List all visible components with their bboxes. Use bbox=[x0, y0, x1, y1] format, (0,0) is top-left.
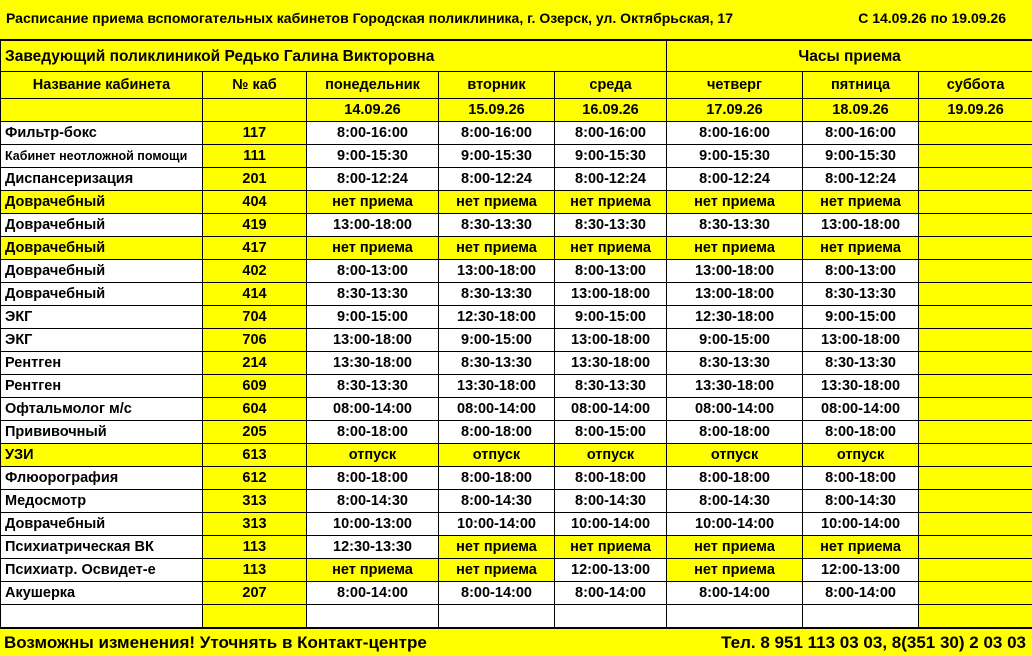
hours-cell: 12:30-18:00 bbox=[439, 306, 555, 329]
hours-cell: 8:30-13:30 bbox=[555, 214, 667, 237]
room-number: 613 bbox=[203, 444, 307, 467]
hours-cell bbox=[919, 191, 1032, 214]
hours-cell: отпуск bbox=[439, 444, 555, 467]
hours-cell: 8:30-13:30 bbox=[307, 375, 439, 398]
hours-cell: 8:00-18:00 bbox=[803, 421, 919, 444]
room-number: 117 bbox=[203, 122, 307, 145]
hours-cell bbox=[919, 145, 1032, 168]
table-row bbox=[1, 122, 1032, 145]
hours-cell: 10:00-14:00 bbox=[667, 513, 803, 536]
hours-cell: нет приема bbox=[803, 536, 919, 559]
hours-cell: 08:00-14:00 bbox=[439, 398, 555, 421]
contact-phones: Тел. 8 951 113 03 03, 8(351 30) 2 03 03 bbox=[721, 633, 1026, 652]
hours-cell bbox=[919, 490, 1032, 513]
hours-cell: 8:30-13:30 bbox=[439, 283, 555, 306]
hours-cell: 8:00-14:30 bbox=[555, 490, 667, 513]
hours-cell bbox=[919, 513, 1032, 536]
hours-cell: 8:00-14:00 bbox=[439, 582, 555, 605]
hours-cell: 8:00-14:30 bbox=[307, 490, 439, 513]
col-date: 14.09.26 bbox=[307, 99, 439, 122]
room-number: 113 bbox=[203, 536, 307, 559]
hours-cell: нет приема bbox=[555, 237, 667, 260]
cabinet-name: Диспансеризация bbox=[1, 168, 203, 191]
hours-cell: 13:00-18:00 bbox=[555, 283, 667, 306]
hours-cell: 8:00-15:00 bbox=[555, 421, 667, 444]
hours-cell: 13:30-18:00 bbox=[307, 352, 439, 375]
table-row bbox=[1, 467, 1032, 490]
blank-cell bbox=[307, 605, 439, 628]
hours-cell: 9:00-15:30 bbox=[667, 145, 803, 168]
hours-cell bbox=[919, 260, 1032, 283]
room-number: 419 bbox=[203, 214, 307, 237]
table-row bbox=[1, 582, 1032, 605]
hours-cell: нет приема bbox=[803, 191, 919, 214]
hours-cell: 8:30-13:30 bbox=[439, 214, 555, 237]
blank-cell bbox=[555, 605, 667, 628]
hours-cell bbox=[919, 559, 1032, 582]
hours-cell: 8:00-13:00 bbox=[555, 260, 667, 283]
hours-cell: нет приема bbox=[307, 237, 439, 260]
hours-cell: 8:00-12:24 bbox=[803, 168, 919, 191]
hours-cell: 8:00-18:00 bbox=[667, 467, 803, 490]
cabinet-name: Доврачебный bbox=[1, 513, 203, 536]
hours-cell: 10:00-14:00 bbox=[439, 513, 555, 536]
hours-cell: отпуск bbox=[555, 444, 667, 467]
hours-cell: нет приема bbox=[439, 536, 555, 559]
room-number: 205 bbox=[203, 421, 307, 444]
hours-cell: отпуск bbox=[803, 444, 919, 467]
hours-cell: 8:00-14:00 bbox=[803, 582, 919, 605]
schedule-table bbox=[0, 40, 1032, 628]
cabinet-name: УЗИ bbox=[1, 444, 203, 467]
room-number: 612 bbox=[203, 467, 307, 490]
cabinet-name: ЭКГ bbox=[1, 329, 203, 352]
room-number: 201 bbox=[203, 168, 307, 191]
hours-cell bbox=[919, 582, 1032, 605]
hours-cell: нет приема bbox=[803, 237, 919, 260]
changes-notice: Возможны изменения! Уточнять в Контакт-центре bbox=[4, 633, 427, 652]
hours-cell bbox=[919, 329, 1032, 352]
hours-cell: 10:00-14:00 bbox=[803, 513, 919, 536]
blank-cell bbox=[919, 605, 1032, 628]
hours-cell: нет приема bbox=[555, 536, 667, 559]
table-row bbox=[1, 536, 1032, 559]
col-day: вторник bbox=[439, 72, 555, 99]
hours-cell: 9:00-15:30 bbox=[555, 145, 667, 168]
col-room-no: № каб bbox=[203, 72, 307, 99]
hours-cell: 8:00-14:00 bbox=[555, 582, 667, 605]
table-row bbox=[1, 559, 1032, 582]
blank-cell bbox=[667, 605, 803, 628]
hours-cell: 8:00-16:00 bbox=[667, 122, 803, 145]
hours-cell bbox=[919, 237, 1032, 260]
room-number: 313 bbox=[203, 490, 307, 513]
col-date: 16.09.26 bbox=[555, 99, 667, 122]
hours-cell: 13:00-18:00 bbox=[439, 260, 555, 283]
hours-cell bbox=[919, 352, 1032, 375]
table-row bbox=[1, 191, 1032, 214]
footer-bar bbox=[0, 628, 1032, 656]
hours-cell: 9:00-15:00 bbox=[555, 306, 667, 329]
hours-cell: 08:00-14:00 bbox=[803, 398, 919, 421]
hours-cell: 8:00-12:24 bbox=[307, 168, 439, 191]
room-number: 404 bbox=[203, 191, 307, 214]
blank-cell bbox=[203, 605, 307, 628]
hours-cell bbox=[919, 444, 1032, 467]
hours-cell: 8:00-14:00 bbox=[307, 582, 439, 605]
hours-cell: 9:00-15:30 bbox=[439, 145, 555, 168]
hours-cell: 12:30-13:30 bbox=[307, 536, 439, 559]
hours-cell: 8:00-16:00 bbox=[803, 122, 919, 145]
hours-cell bbox=[919, 421, 1032, 444]
blank-cell bbox=[203, 99, 307, 122]
hours-cell: 13:30-18:00 bbox=[803, 375, 919, 398]
hours-cell: нет приема bbox=[667, 237, 803, 260]
room-number: 207 bbox=[203, 582, 307, 605]
cabinet-name: Психиатрическая ВК bbox=[1, 536, 203, 559]
blank-cell bbox=[439, 605, 555, 628]
hours-cell: 13:30-18:00 bbox=[667, 375, 803, 398]
hours-cell: 8:00-14:00 bbox=[667, 582, 803, 605]
hours-cell: 8:00-16:00 bbox=[439, 122, 555, 145]
col-date: 19.09.26 bbox=[919, 99, 1032, 122]
hours-cell: 13:30-18:00 bbox=[439, 375, 555, 398]
table-row bbox=[1, 260, 1032, 283]
hours-cell: 8:30-13:30 bbox=[439, 352, 555, 375]
hours-cell bbox=[919, 467, 1032, 490]
hours-cell: 8:00-18:00 bbox=[307, 421, 439, 444]
hours-cell: 8:00-18:00 bbox=[439, 467, 555, 490]
hours-cell: нет приема bbox=[307, 191, 439, 214]
hours-cell: 12:00-13:00 bbox=[803, 559, 919, 582]
table-row bbox=[1, 145, 1032, 168]
table-row bbox=[1, 490, 1032, 513]
table-row bbox=[1, 444, 1032, 467]
hours-cell: 13:00-18:00 bbox=[803, 214, 919, 237]
hours-cell: отпуск bbox=[307, 444, 439, 467]
hours-cell: 8:00-14:30 bbox=[803, 490, 919, 513]
hours-cell: 13:00-18:00 bbox=[667, 283, 803, 306]
hours-cell: нет приема bbox=[667, 536, 803, 559]
cabinet-name: Акушерка bbox=[1, 582, 203, 605]
hours-cell: нет приема bbox=[667, 191, 803, 214]
hours-cell: 8:00-12:24 bbox=[555, 168, 667, 191]
hours-cell: 13:00-18:00 bbox=[307, 214, 439, 237]
hours-cell: 10:00-14:00 bbox=[555, 513, 667, 536]
room-number: 402 bbox=[203, 260, 307, 283]
blank-cell bbox=[1, 605, 203, 628]
col-day: суббота bbox=[919, 72, 1032, 99]
table-row bbox=[1, 214, 1032, 237]
hours-cell: 8:00-12:24 bbox=[439, 168, 555, 191]
room-number: 704 bbox=[203, 306, 307, 329]
hours-cell bbox=[919, 168, 1032, 191]
hours-cell: 08:00-14:00 bbox=[555, 398, 667, 421]
cabinet-name: Медосмотр bbox=[1, 490, 203, 513]
col-date: 17.09.26 bbox=[667, 99, 803, 122]
hours-cell bbox=[919, 306, 1032, 329]
hours-cell bbox=[919, 375, 1032, 398]
cabinet-name: Рентген bbox=[1, 375, 203, 398]
cabinet-name: Доврачебный bbox=[1, 283, 203, 306]
table-row bbox=[1, 375, 1032, 398]
hours-cell: 8:00-14:30 bbox=[439, 490, 555, 513]
room-number: 113 bbox=[203, 559, 307, 582]
table-row bbox=[1, 398, 1032, 421]
hours-cell: 8:30-13:30 bbox=[555, 375, 667, 398]
hours-cell: 9:00-15:00 bbox=[667, 329, 803, 352]
hours-cell: нет приема bbox=[439, 559, 555, 582]
hours-cell: 8:30-13:30 bbox=[803, 283, 919, 306]
empty-row bbox=[1, 605, 1032, 628]
table-row bbox=[1, 237, 1032, 260]
hours-cell: 8:00-14:30 bbox=[667, 490, 803, 513]
hours-cell: 8:30-13:30 bbox=[307, 283, 439, 306]
room-number: 706 bbox=[203, 329, 307, 352]
hours-cell: 9:00-15:00 bbox=[307, 306, 439, 329]
hours-cell: 13:00-18:00 bbox=[307, 329, 439, 352]
hours-cell: 9:00-15:00 bbox=[439, 329, 555, 352]
col-date: 18.09.26 bbox=[803, 99, 919, 122]
cabinet-name: Флюорография bbox=[1, 467, 203, 490]
cabinet-name: Офтальмолог м/с bbox=[1, 398, 203, 421]
hours-label: Часы приема bbox=[667, 41, 1032, 72]
period-range: С 14.09.26 по 19.09.26 bbox=[858, 10, 1006, 26]
hours-cell: 12:30-18:00 bbox=[667, 306, 803, 329]
hours-cell: нет приема bbox=[307, 559, 439, 582]
title-bar bbox=[0, 0, 1032, 40]
room-number: 313 bbox=[203, 513, 307, 536]
hours-cell: 9:00-15:30 bbox=[803, 145, 919, 168]
table-row bbox=[1, 168, 1032, 191]
hours-cell: нет приема bbox=[555, 191, 667, 214]
hours-cell: 10:00-13:00 bbox=[307, 513, 439, 536]
hours-cell: 8:00-12:24 bbox=[667, 168, 803, 191]
table-row bbox=[1, 329, 1032, 352]
hours-cell: нет приема bbox=[667, 559, 803, 582]
col-day: четверг bbox=[667, 72, 803, 99]
cabinet-name: Кабинет неотложной помощи bbox=[1, 145, 203, 168]
cabinet-name: ЭКГ bbox=[1, 306, 203, 329]
col-day: пятница bbox=[803, 72, 919, 99]
room-number: 214 bbox=[203, 352, 307, 375]
hours-cell: 13:00-18:00 bbox=[555, 329, 667, 352]
room-number: 417 bbox=[203, 237, 307, 260]
cabinet-name: Психиатр. Освидет-е bbox=[1, 559, 203, 582]
room-number: 111 bbox=[203, 145, 307, 168]
page-title: Расписание приема вспомогательных кабинетов Городская поликлиника, г. Озерск, ул. Октябрьская, 17 bbox=[6, 10, 734, 26]
cabinet-name: Доврачебный bbox=[1, 260, 203, 283]
hours-cell: 8:00-13:00 bbox=[803, 260, 919, 283]
col-day: понедельник bbox=[307, 72, 439, 99]
cabinet-name: Доврачебный bbox=[1, 237, 203, 260]
hours-cell: 8:00-18:00 bbox=[307, 467, 439, 490]
hours-cell: 8:00-18:00 bbox=[803, 467, 919, 490]
hours-cell: 8:00-13:00 bbox=[307, 260, 439, 283]
hours-cell: 9:00-15:30 bbox=[307, 145, 439, 168]
blank-cell bbox=[1, 99, 203, 122]
hours-cell: 8:00-16:00 bbox=[307, 122, 439, 145]
col-cabinet-name: Название кабинета bbox=[1, 72, 203, 99]
col-date: 15.09.26 bbox=[439, 99, 555, 122]
cabinet-name: Рентген bbox=[1, 352, 203, 375]
room-number: 604 bbox=[203, 398, 307, 421]
hours-cell: 08:00-14:00 bbox=[307, 398, 439, 421]
hours-cell: 13:00-18:00 bbox=[667, 260, 803, 283]
room-number: 609 bbox=[203, 375, 307, 398]
table-row bbox=[1, 352, 1032, 375]
hours-cell bbox=[919, 283, 1032, 306]
cabinet-name: Фильтр-бокс bbox=[1, 122, 203, 145]
col-day: среда bbox=[555, 72, 667, 99]
hours-cell: нет приема bbox=[439, 191, 555, 214]
hours-cell: 8:30-13:30 bbox=[667, 214, 803, 237]
hours-cell bbox=[919, 214, 1032, 237]
hours-cell: 08:00-14:00 bbox=[667, 398, 803, 421]
hours-cell bbox=[919, 122, 1032, 145]
hours-cell bbox=[919, 398, 1032, 421]
hours-cell: 12:00-13:00 bbox=[555, 559, 667, 582]
head-of-clinic: Заведующий поликлиникой Редько Галина Викторовна bbox=[1, 41, 667, 72]
hours-cell: 8:00-18:00 bbox=[439, 421, 555, 444]
hours-cell: 8:30-13:30 bbox=[667, 352, 803, 375]
table-row bbox=[1, 306, 1032, 329]
table-row bbox=[1, 283, 1032, 306]
hours-cell: 13:30-18:00 bbox=[555, 352, 667, 375]
hours-cell: 8:00-16:00 bbox=[555, 122, 667, 145]
cabinet-name: Прививочный bbox=[1, 421, 203, 444]
hours-cell: 9:00-15:00 bbox=[803, 306, 919, 329]
hours-cell: отпуск bbox=[667, 444, 803, 467]
hours-cell: 8:30-13:30 bbox=[803, 352, 919, 375]
cabinet-name: Доврачебный bbox=[1, 214, 203, 237]
cabinet-name: Доврачебный bbox=[1, 191, 203, 214]
hours-cell bbox=[919, 536, 1032, 559]
hours-cell: 8:00-18:00 bbox=[555, 467, 667, 490]
hours-cell: 13:00-18:00 bbox=[803, 329, 919, 352]
room-number: 414 bbox=[203, 283, 307, 306]
table-row bbox=[1, 513, 1032, 536]
table-row bbox=[1, 421, 1032, 444]
blank-cell bbox=[803, 605, 919, 628]
hours-cell: нет приема bbox=[439, 237, 555, 260]
hours-cell: 8:00-18:00 bbox=[667, 421, 803, 444]
